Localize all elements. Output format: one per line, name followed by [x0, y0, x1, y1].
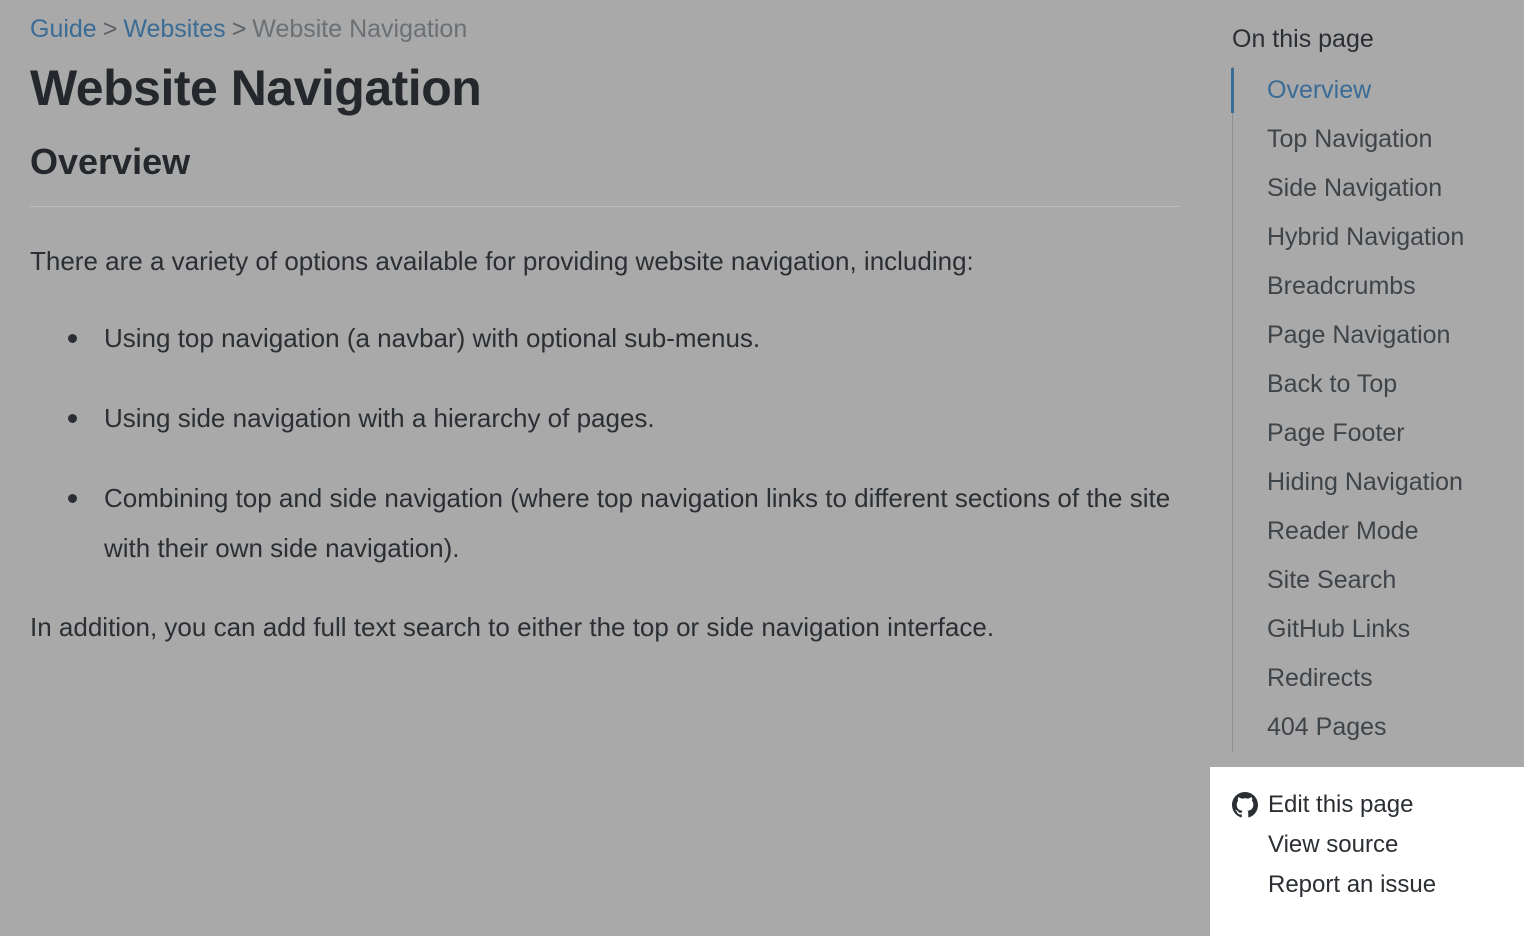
edit-this-page-link[interactable] [1210, 785, 1524, 825]
toc-item-hiding-navigation[interactable]: Hiding Navigation [1267, 468, 1463, 496]
breadcrumb-item-websites[interactable]: Websites [123, 15, 226, 43]
toc-item-site-search[interactable]: Site Search [1267, 566, 1397, 594]
divider [30, 206, 1180, 207]
view-source-label: View source [1268, 831, 1399, 858]
report-an-issue-link[interactable] [1210, 865, 1524, 905]
toc-item-page-footer[interactable]: Page Footer [1267, 419, 1405, 447]
breadcrumb-item-guide[interactable]: Guide [30, 15, 97, 43]
page-title: Website Navigation [30, 60, 482, 116]
on-this-page-heading: On this page [1232, 25, 1374, 53]
intro-paragraph: There are a variety of options available for providing website navigation, including: [30, 246, 974, 276]
list-item: Using top navigation (a navbar) with optional sub-menus. [68, 313, 1190, 363]
options-list [30, 313, 1190, 573]
section-heading-overview: Overview [30, 141, 191, 182]
list-item: Combining top and side navigation (where top navigation links to different sections of the site with their own side navigation). [68, 473, 1190, 573]
github-icon [1232, 792, 1258, 818]
view-source-link[interactable] [1210, 825, 1524, 865]
toc-item-overview[interactable]: Overview [1233, 66, 1512, 115]
breadcrumb [30, 14, 1190, 44]
toc-item-side-navigation[interactable]: Side Navigation [1267, 174, 1443, 202]
toc-list [1232, 66, 1512, 752]
toc-item-top-navigation[interactable]: Top Navigation [1267, 125, 1433, 153]
report-an-issue-label: Report an issue [1268, 871, 1437, 898]
list-item: Using side navigation with a hierarchy of pages. [68, 393, 1190, 443]
toc-item-hybrid-navigation[interactable]: Hybrid Navigation [1267, 223, 1465, 251]
toc-item-breadcrumbs[interactable]: Breadcrumbs [1267, 272, 1416, 300]
edit-this-page-label: Edit this page [1268, 791, 1414, 818]
page-links-panel [1210, 767, 1524, 936]
closing-paragraph: In addition, you can add full text search to either the top or side navigation interface. [30, 612, 995, 642]
toc-item-redirects[interactable]: Redirects [1267, 664, 1373, 692]
main-content [30, 14, 1190, 653]
breadcrumb-item-current: Website Navigation [252, 15, 468, 43]
toc-item-404-pages[interactable]: 404 Pages [1267, 713, 1387, 741]
breadcrumb-separator: > [102, 15, 118, 43]
toc-item-back-to-top[interactable]: Back to Top [1267, 370, 1398, 398]
breadcrumb-separator: > [231, 15, 247, 43]
toc-item-github-links[interactable]: GitHub Links [1267, 615, 1411, 643]
on-this-page-nav [1232, 22, 1512, 752]
toc-item-reader-mode[interactable]: Reader Mode [1267, 517, 1419, 545]
toc-item-page-navigation[interactable]: Page Navigation [1267, 321, 1451, 349]
